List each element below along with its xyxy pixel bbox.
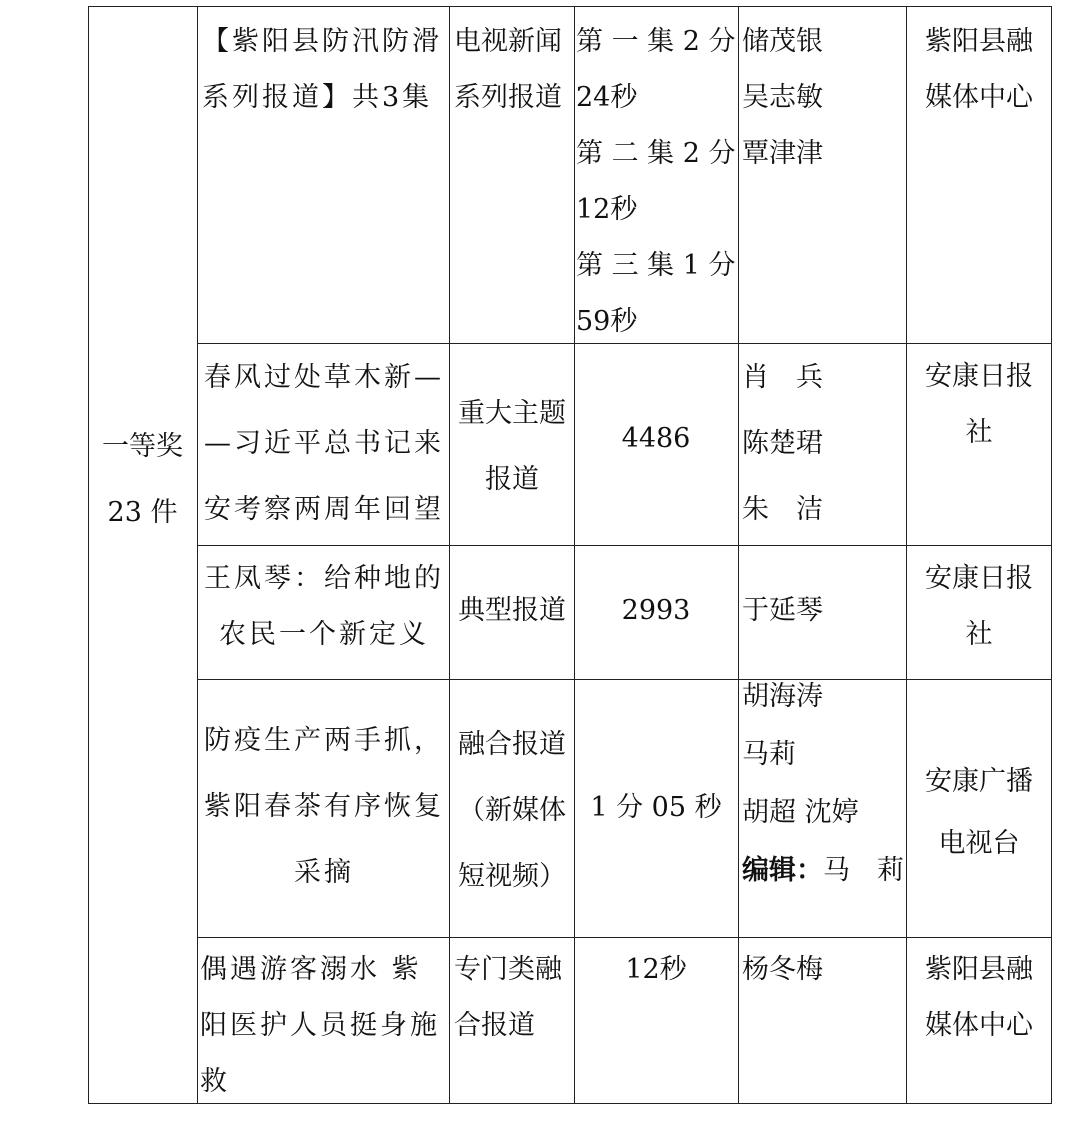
- award-count: 23 件: [107, 497, 178, 528]
- org-cell: 紫阳县融 媒体中心: [925, 954, 1033, 1041]
- title-cell: 偶遇游客溺水 紫 阳医护人员挺身施 救: [200, 954, 440, 1097]
- award-level: 一等奖: [102, 431, 183, 462]
- title-cell: 王凤琴：给种地的 农民一个新定义: [204, 563, 444, 650]
- category-cell: 专门类融 合报道: [454, 954, 562, 1041]
- award-cell: [88, 414, 197, 546]
- length-cell: 4486: [621, 423, 691, 454]
- title-cell: 春风过处草木新— —习近平总书记来 安考察两周年回望: [204, 362, 444, 525]
- row-divider: [197, 545, 1052, 546]
- table-border-top: [88, 6, 1052, 7]
- row-divider: [197, 679, 1052, 680]
- editor-label: 编辑：: [742, 855, 823, 886]
- org-cell: 紫阳县融 媒体中心: [925, 26, 1033, 113]
- column-divider: [738, 6, 739, 1104]
- length-cell: 12秒: [625, 954, 687, 985]
- org-cell: 安康日报 社: [925, 361, 1033, 448]
- category-cell: 融合报道 （新媒体 短视频）: [458, 729, 566, 892]
- table-border-right: [1051, 6, 1052, 1104]
- length-cell: 第 一 集 2 分 24秒 第 二 集 2 分 12秒 第 三 集 1 分 59秒: [576, 26, 736, 337]
- row-divider: [197, 937, 1052, 938]
- title-cell: 【紫阳县防汛防滑 系列报道】共3集: [202, 26, 442, 113]
- length-cell: 1 分 05 秒: [590, 792, 722, 823]
- org-cell: 安康日报 社: [925, 563, 1033, 650]
- awards-table: [88, 6, 1052, 1104]
- length-cell: 2993: [621, 595, 691, 626]
- authors-cell: 储茂银 吴志敏 覃津津: [742, 26, 823, 169]
- category-cell: 电视新闻 系列报道: [454, 26, 562, 113]
- authors-cell: 杨冬梅: [742, 954, 823, 985]
- category-cell: 重大主题 报道: [458, 398, 566, 495]
- title-cell: 防疫生产两手抓， 紫阳春茶有序恢复 采摘: [204, 725, 444, 888]
- category-cell: 典型报道: [458, 595, 566, 626]
- column-divider: [449, 6, 450, 1104]
- authors-cell: 于延琴: [742, 595, 823, 626]
- editor-line: [742, 842, 904, 900]
- column-divider: [197, 6, 198, 1104]
- org-cell: 安康广播 电视台: [925, 766, 1033, 859]
- authors-cell: 肖 兵 陈楚珺 朱 洁: [742, 362, 823, 525]
- editor-name: 马 莉: [823, 855, 904, 886]
- table-border-left: [88, 6, 89, 1104]
- column-divider: [906, 6, 907, 1104]
- authors-cell: 胡海涛 马莉 胡超 沈婷 编辑：马 莉: [742, 668, 904, 900]
- column-divider: [574, 6, 575, 1104]
